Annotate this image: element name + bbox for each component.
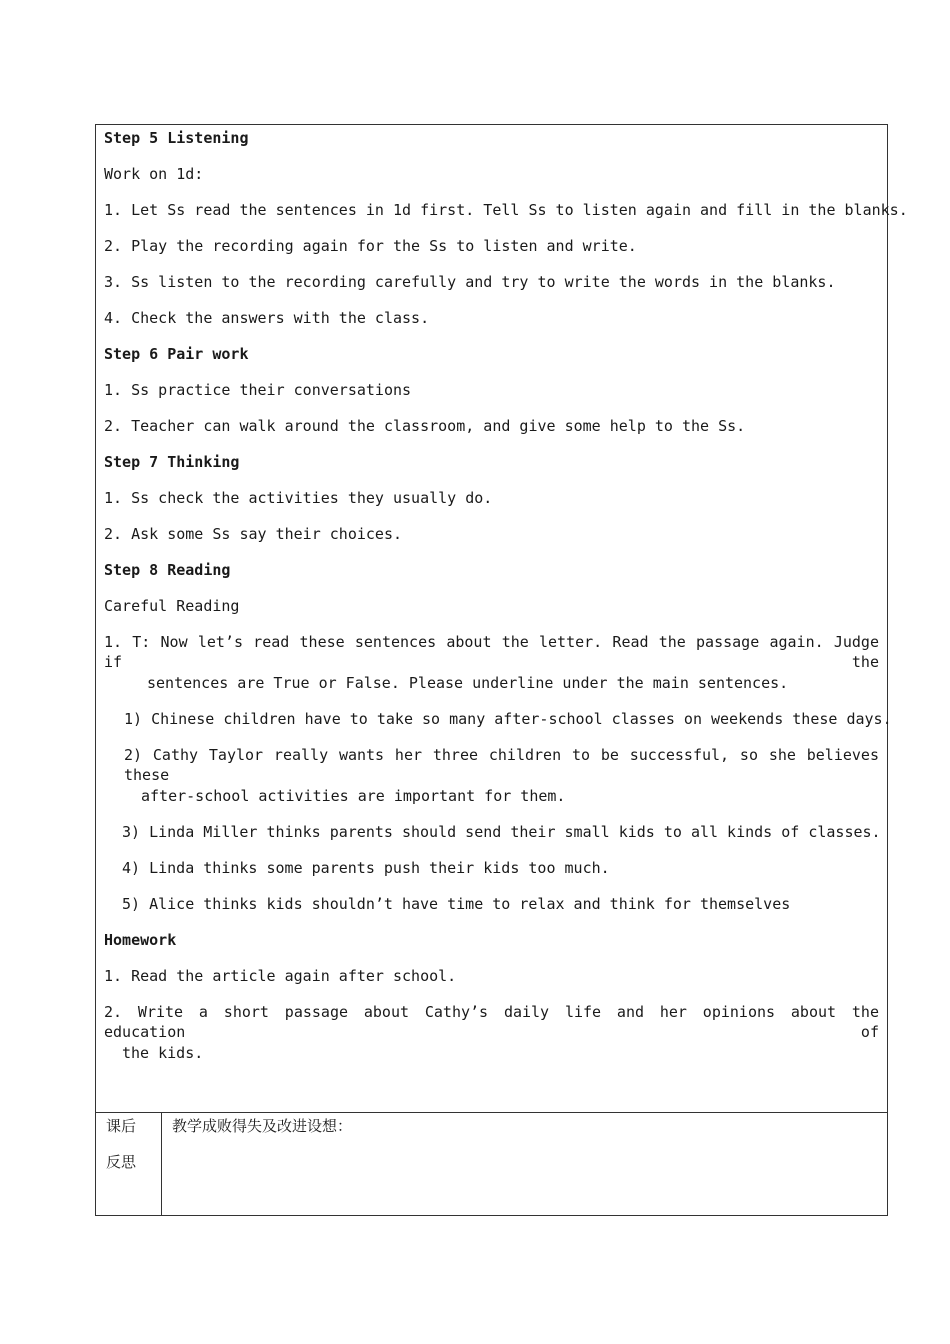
text-line: 2. Write a short passage about Cathy’s daily life and her opinions about the education of xyxy=(104,1003,879,1041)
step6-heading: Step 6 Pair work xyxy=(104,345,249,363)
text-line: 1. Ss check the activities they usually do. xyxy=(104,489,493,507)
step7-heading: Step 7 Thinking xyxy=(104,453,240,471)
text-line: after-school activities are important for them. xyxy=(141,787,566,805)
text-line: 1. T: Now let’s read these sentences about the letter. Read the passage again. Judge if the xyxy=(104,633,879,671)
reflection-label-line1: 课后 xyxy=(106,1117,137,1135)
statement-item: 3) Linda Miller thinks parents should send their small kids to all kinds of classes. xyxy=(122,823,881,841)
text-line: sentences are True or False. Please underline under the main sentences. xyxy=(147,674,789,692)
step8-heading: Step 8 Reading xyxy=(104,561,231,579)
text-line: 2. Teacher can walk around the classroom, and give some help to the Ss. xyxy=(104,417,746,435)
step5-heading: Step 5 Listening xyxy=(104,129,249,147)
text-line: Careful Reading xyxy=(104,597,240,615)
statement-item: 1) Chinese children have to take so many after-school classes on weekends these days. xyxy=(124,710,892,728)
statement-item: 2) Cathy Taylor really wants her three children to be successful, so she believes these xyxy=(124,746,879,784)
text-line: 4. Check the answers with the class. xyxy=(104,309,430,327)
reflection-label-line2: 反思 xyxy=(106,1153,137,1171)
text-line: 3. Ss listen to the recording carefully and try to write the words in the blanks. xyxy=(104,273,836,291)
text-line: 1. Ss practice their conversations xyxy=(104,381,412,399)
text-line: 1. Read the article again after school. xyxy=(104,967,457,985)
text-line: 2. Ask some Ss say their choices. xyxy=(104,525,403,543)
statement-item: 4) Linda thinks some parents push their kids too much. xyxy=(122,859,610,877)
text-line: Work on 1d: xyxy=(104,165,204,183)
text-line: 2. Play the recording again for the Ss to listen and write. xyxy=(104,237,637,255)
reflection-prompt: 教学成败得失及改进设想： xyxy=(172,1117,353,1135)
text-line: the kids. xyxy=(122,1044,204,1062)
homework-heading: Homework xyxy=(104,931,177,949)
text-line: 1. Let Ss read the sentences in 1d first. Tell Ss to listen again and fill in the blanks. xyxy=(104,201,908,219)
column-divider xyxy=(161,1112,162,1216)
statement-item: 5) Alice thinks kids shouldn’t have time to relax and think for themselves xyxy=(122,895,791,913)
